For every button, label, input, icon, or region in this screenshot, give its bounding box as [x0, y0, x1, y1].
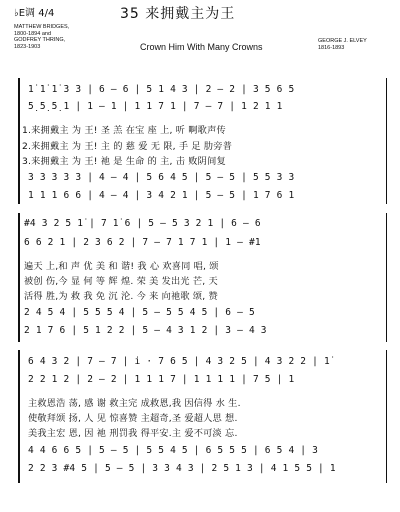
alto-line: 2 2 1 2 | 2 — 2 | 1 1 1 7 | 1 1 1 1 | 7 5 | 1	[28, 374, 295, 385]
credit-line: 1816-1893	[318, 44, 345, 51]
soprano-line: 1̇ 1̇ 1̇ 3 3 | 6 — 6 | 5 1 4 3 | 2 — 2 | 3 5 6 5	[28, 84, 295, 95]
verse-1-lyrics: 1.来拥戴主 为 王! 圣 羔 在宝 座 上, 听 啊歌声传	[22, 125, 226, 136]
tenor-line: 3 3 3 3 3 | 4 — 4 | 5 6 4 5 | 5 — 5 | 5 5 3 3	[28, 172, 295, 183]
verse-3-lyrics: 美我主宏 恩, 因 祂 刑罚我 得平安.主 爱不可淡 忘.	[28, 428, 238, 439]
bass-line: 2 2 3 #4 5 | 5 — 5 | 3 3 4 3 | 2 5 1 3 | 4 1 5 5 | 1	[28, 463, 336, 474]
verse-3-lyrics: 活得 胜,为 救 我 免 沉 沦. 今 来 向祂歌 颂, 赞	[24, 291, 218, 302]
bass-line: 2 1 7 6 | 5 1 2 2 | 5 — 4 3 1 2 | 3 — 4 3	[24, 325, 267, 336]
soprano-line: #4 3 2 5 1̇ | 7 1̇ 6 | 5 — 5 3 2 1 | 6 — 6	[24, 218, 261, 229]
key-signature: ♭E调 4/4	[14, 8, 55, 19]
credit-line: 1800-1894 and	[14, 30, 52, 37]
verse-3-lyrics: 3.来拥戴主 为 王! 祂 是 生命 的 主, 击 败阴间复	[22, 156, 226, 167]
verse-1-lyrics: 遍天 上,和 声 优 美 和 谐! 我 心 欢喜同 唱, 颂	[24, 261, 219, 272]
english-title: Crown Him With Many Crowns	[140, 42, 263, 52]
verse-2-lyrics: 使敬拜颂 扬, 人 见 惊喜赞 主超奇,圣 爱超人思 想.	[28, 413, 238, 424]
verse-2-lyrics: 被创 伤,今 显 何 等 辉 煌. 荣 美 发出光 芒, 天	[24, 276, 218, 287]
tenor-line: 2 4 5 4 | 5 5 5 4 | 5 — 5 5 4 5 | 6 — 5	[24, 307, 255, 318]
credit-line: 1823-1903	[14, 43, 41, 50]
tenor-line: 4 4 6 6 5 | 5 — 5 | 5 5 4 5 | 6 5 5 5 | 6 5 4 | 3	[28, 445, 319, 456]
credit-line: MATTHEW BRIDGES,	[14, 24, 70, 30]
verse-1-lyrics: 主救恩浩 荡, 感 谢 救主完 成救恩,我 因信得 水 生.	[28, 398, 241, 409]
credit-line: GODFREY THRING,	[14, 37, 66, 44]
soprano-line: 6 4 3 2 | 7 — 7 | i · 7 6 5 | 4 3 2 5 | 4 3 2 2 | 1̇	[28, 356, 330, 367]
alto-line: 5̣ 5̣ 5̣ 1 | 1 — 1 | 1 1 7 1 | 7 — 7 | 1 2 1 1	[28, 101, 283, 112]
song-title: 35 来拥戴主为王	[120, 6, 236, 22]
bass-line: 1 1 1 6 6 | 4 — 4 | 3 4 2 1 | 5 — 5 | 1 7 6 1	[28, 190, 295, 201]
verse-2-lyrics: 2.来拥戴主 为 王! 主 的 慈 爱 无 限, 手 足 肋旁普	[22, 141, 233, 152]
left-credit	[14, 24, 69, 50]
credit-line: GEORGE J. ELVEY	[318, 38, 367, 44]
right-credit	[318, 38, 367, 51]
alto-line: 6 6 2 1 | 2 3 6 2 | 7 — 7 1 7 1 | 1 — #1	[24, 237, 261, 248]
